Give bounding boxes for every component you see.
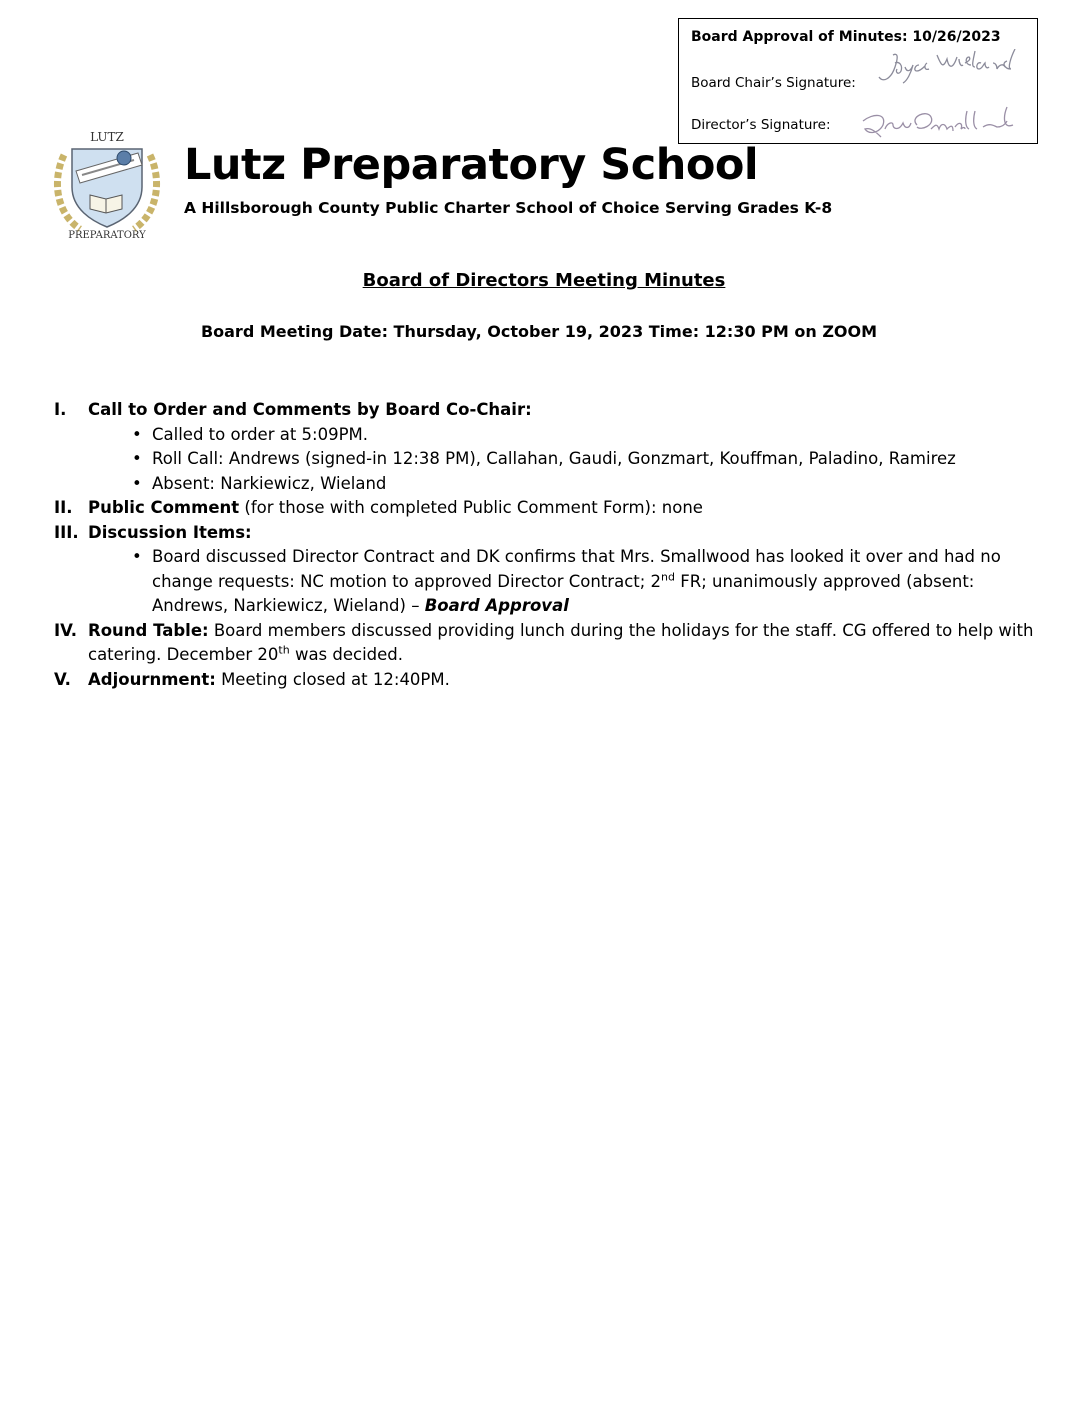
board-approval-label: Board Approval: [424, 596, 569, 615]
school-logo: [50, 125, 164, 243]
item-heading: Call to Order and Comments by Board Co-Chair:: [88, 400, 532, 419]
item-number: II.: [54, 498, 73, 517]
logo-text-top: LUTZ: [90, 130, 124, 144]
logo-text-bottom: PREPARATORY: [68, 230, 146, 241]
agenda-list: [54, 398, 1034, 692]
director-signature-label: Director’s Signature:: [691, 117, 831, 133]
meeting-info: Board Meeting Date: Thursday, October 19, 2023 Time: 12:30 PM on ZOOM: [200, 322, 878, 341]
bullet-absent: • Absent: Narkiewicz, Wieland: [132, 472, 1034, 497]
agenda-item-round-table: IV. Round Table: Board members discussed providing lunch during the holidays for the staff. CG offered to help with catering. December 20th was decided.: [54, 620, 1034, 664]
bullet-roll-call: • Roll Call: Andrews (signed-in 12:38 PM), Callahan, Gaudi, Gonzmart, Kouffman, Paladino, Ramirez: [132, 447, 1034, 472]
school-name: Lutz Preparatory School: [184, 140, 759, 190]
item-number: V.: [54, 669, 71, 689]
school-tagline: A Hillsborough County Public Charter School of Choice Serving Grades K-8: [184, 199, 833, 217]
item-heading: Adjournment:: [88, 669, 216, 689]
chair-signature: [875, 49, 1025, 89]
agenda-item-call-to-order: [54, 398, 1034, 496]
chair-signature-label: Board Chair’s Signature:: [691, 75, 856, 91]
document-title: Board of Directors Meeting Minutes: [362, 270, 726, 291]
item-text: (for those with completed Public Comment Form): none: [239, 498, 703, 517]
approval-box: [678, 18, 1038, 144]
agenda-item-adjournment: [54, 668, 1034, 693]
agenda-item-public-comment: [54, 496, 1034, 521]
item-heading: Discussion Items:: [88, 522, 252, 542]
agenda-item-discussion: [54, 521, 1034, 619]
bullet-called-to-order: • Called to order at 5:09PM.: [132, 423, 1034, 448]
approval-title: Board Approval of Minutes: 10/26/2023: [691, 29, 1001, 45]
director-signature: [857, 103, 1027, 143]
item-number: III.: [54, 522, 79, 542]
item-heading: Round Table:: [88, 620, 209, 640]
bullet-director-contract: • Board discussed Director Contract and DK confirms that Mrs. Smallwood has looked it over and had no change requests: NC motion to approved Director Contract; 2nd FR; unanimously approved (absent: Andrews, Narkiewicz, Wieland) – Board Approval: [132, 545, 1034, 619]
item-number: IV.: [54, 620, 78, 640]
item-number: I.: [54, 400, 67, 419]
item-heading: Public Comment: [88, 498, 240, 517]
item-text: Meeting closed at 12:40PM.: [215, 669, 450, 689]
